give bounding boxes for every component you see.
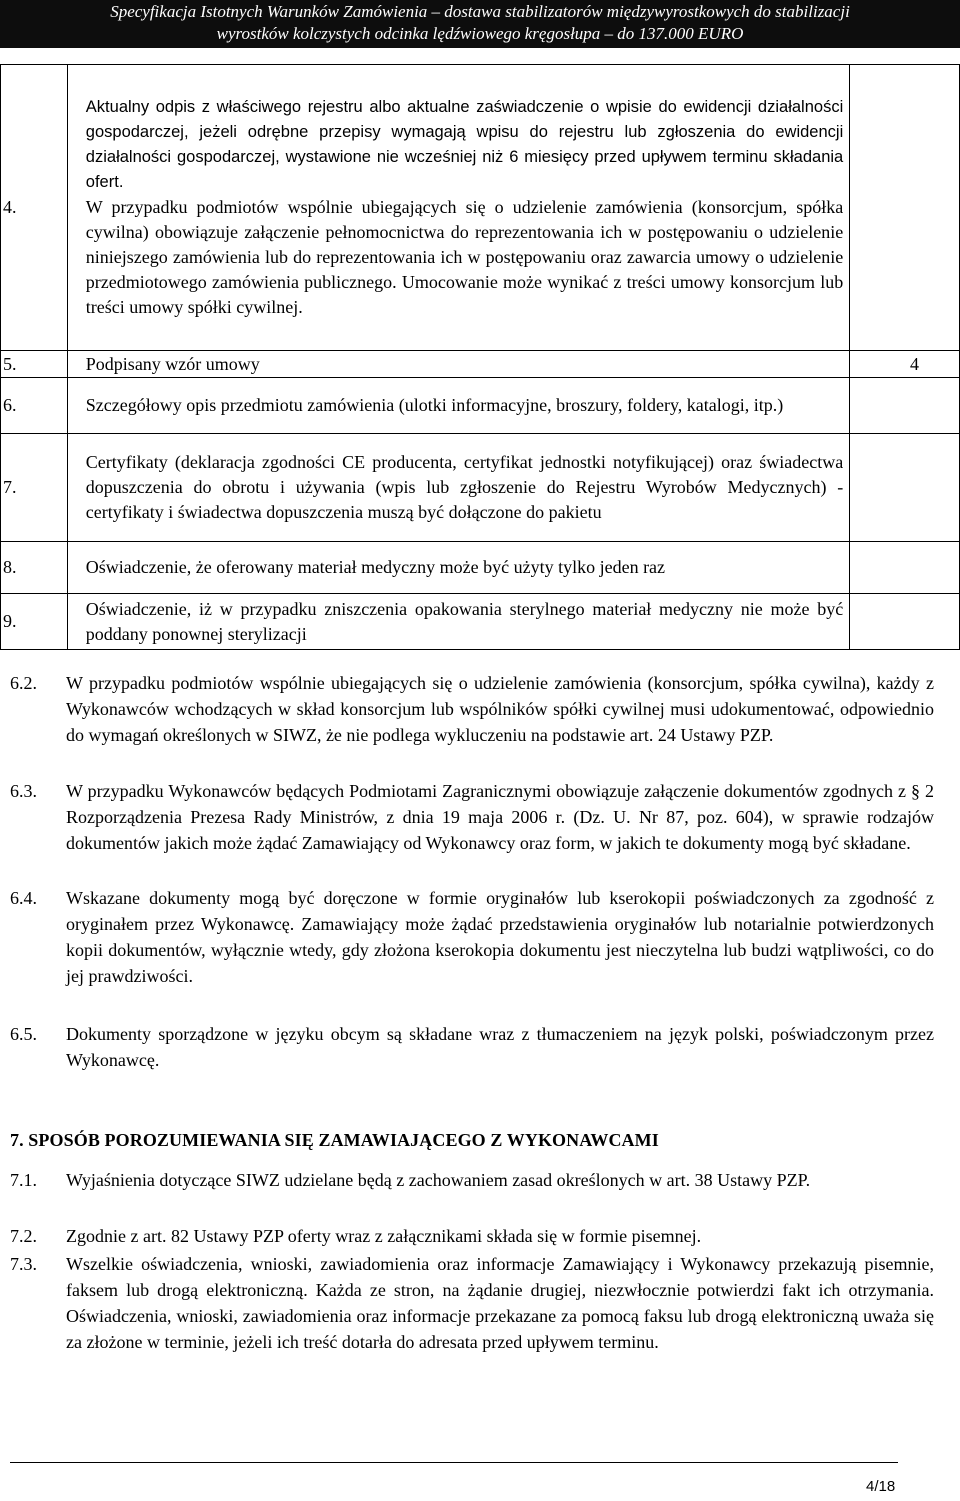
section-6-3 (10, 778, 934, 856)
section-7-2 (10, 1223, 934, 1249)
row-number: 4. (1, 65, 68, 351)
row-quantity (850, 65, 960, 351)
row-description (67, 434, 849, 542)
section-7-heading: 7. SPOSÓB POROZUMIEWANIA SIĘ ZAMAWIAJĄCEGO Z WYKONAWCAMI (10, 1130, 659, 1150)
row-text: Certyfikaty (deklaracja zgodności CE producenta, certyfikat jednostki notyfikującej) oraz świadectwa dopuszczenia do obrotu i używania (wpis lub zgłoszenie do Rejestru Wyrobów Medycznych) - certyfikaty i świadectwa dopuszczenia muszą być dołączone do pakietu (85, 452, 844, 522)
section-7-3 (10, 1251, 934, 1355)
row-text: Podpisany wzór umowy (85, 353, 260, 374)
row-text: Szczegółowy opis przedmiotu zamówienia (ulotki informacyjne, broszury, foldery, katalogi, itp.) (85, 395, 784, 415)
section-text: Dokumenty sporządzone w języku obcym są składane wraz z tłumaczeniem na język polski, poświadczonym przez Wykonawcę. (66, 1024, 934, 1070)
section-7-1 (10, 1167, 934, 1193)
section-number: 7.3. (10, 1254, 37, 1274)
section-number: 6.5. (10, 1024, 37, 1044)
row-quantity: 4 (850, 351, 960, 378)
section-text: Wyjaśnienia dotyczące SIWZ udzielane będą z zachowaniem zasad określonych w art. 38 Ustawy PZP. (66, 1170, 811, 1190)
section-text: W przypadku podmiotów wspólnie ubiegających się o udzielenie zamówienia (konsorcjum, spółka cywilna), każdy z Wykonawców wchodzących w skład konsorcjum lub wspólników spółki cywilnej musi udokumentować, odpowiednio do wymagań określonych w SIWZ, że nie podlega wykluczeniu na podstawie art. 24 Ustawy PZP. (66, 673, 934, 745)
table-row (1, 65, 960, 351)
section-text: Zgodnie z art. 82 Ustawy PZP oferty wraz z załącznikami składa się w formie pisemnej. (66, 1226, 702, 1246)
row-quantity (850, 378, 960, 434)
row-description (67, 65, 849, 351)
row-text: Oświadczenie, iż w przypadku zniszczenia opakowania sterylnego materiał medyczny nie może być poddany ponownej sterylizacji (85, 598, 844, 644)
row-description (67, 351, 849, 378)
section-text: Wszelkie oświadczenia, wnioski, zawiadomienia oraz informacje Zamawiający i Wykonawcy przekazują pisemnie, faksem lub drogą elektroniczną. Każda ze stron, na żądanie drugiej, niezwłocznie potwierdzi fakt ich otrzymania. Oświadczenia, wnioski, zawiadomienia oraz informacje przekazane za pomocą faksu lub drogą elektroniczną uważa się za złożone w terminie, jeżeli ich treść dotarła do adresata przed upływem terminu. (66, 1254, 934, 1352)
row-quantity (850, 542, 960, 594)
row-description (67, 594, 849, 650)
section-number: 6.4. (10, 888, 37, 908)
row-text: Oświadczenie, że oferowany materiał medyczny może być użyty tylko jeden raz (85, 557, 666, 577)
row-description (67, 378, 849, 434)
section-text: Wskazane dokumenty mogą być doręczone w formie oryginałów lub kserokopii poświadczonych za zgodność z oryginałem przez Wykonawcę. Zamawiający może żądać przedstawienia oryginałów lub notarialnie potwierdzonych kopii dokumentów, wyłącznie wtedy, gdy złożona kserokopia dokumentu jest nieczytelna lub budzi wątpliwości, co do jej prawdziwości. (66, 888, 934, 986)
row-number: 7. (1, 434, 68, 542)
row-description (67, 542, 849, 594)
section-number: 7.1. (10, 1170, 37, 1190)
table-row (1, 434, 960, 542)
section-number: 6.2. (10, 673, 37, 693)
footer-divider (10, 1462, 898, 1463)
table-row (1, 594, 960, 650)
table-row (1, 542, 960, 594)
row-number: 5. (1, 351, 68, 378)
row-quantity (850, 594, 960, 650)
row-number: 6. (1, 378, 68, 434)
table-row (1, 351, 960, 378)
table-row (1, 378, 960, 434)
row-quantity (850, 434, 960, 542)
section-number: 7.2. (10, 1226, 37, 1246)
section-number: 6.3. (10, 781, 37, 801)
document-header (0, 0, 960, 48)
header-title-line-1: Specyfikacja Istotnych Warunków Zamówienia – dostawa stabilizatorów międzywyrostkowych do stabilizacji (110, 2, 850, 21)
row-number: 8. (1, 542, 68, 594)
header-title-line-2: wyrostków kolczystych odcinka lędźwiowego kręgosłupa – do 137.000 EURO (216, 24, 744, 43)
section-text: W przypadku Wykonawców będących Podmiotami Zagranicznymi obowiązuje załączenie dokumentów zgodnych z § 2 Rozporządzenia Prezesa Rady Ministrów, z dnia 19 maja 2006 r. (Dz. U. Nr 87, poz. 604), w sprawie rodzajów dokumentów jakich może żądać Zamawiający od Wykonawcy oraz form, w jakich te dokumenty mogą być składane. (66, 781, 934, 853)
row-number: 9. (1, 594, 68, 650)
section-6-5 (10, 1021, 934, 1073)
row-paragraph: W przypadku podmiotów wspólnie ubiegających się o udzielenie zamówienia (konsorcjum, spółka cywilna) obowiązuje załączenie pełnomocnictwa do reprezentowania ich w postępowaniu o udzielenie niniejszego zamówienia lub do reprezentowania ich w postępowaniu oraz zawarcia umowy o udzielenie przedmiotowego zamówienia publicznego. Umocowanie może wynikać z treści umowy konsorcjum lub treści umowy spółki cywilnej. (85, 197, 844, 317)
section-6-2 (10, 670, 934, 748)
requirements-table (0, 64, 960, 650)
section-6-4 (10, 885, 934, 989)
row-paragraph: Aktualny odpis z właściwego rejestru albo aktualne zaświadczenie o wpisie do ewidencji działalności gospodarczej, jeżeli odrębne przepisy wymagają wpisu do rejestru lub zgłoszenia do ewidencji działalności gospodarczej, wystawione nie wcześniej niż 6 miesięcy przed upływem terminu składania ofert. (85, 98, 844, 191)
page-number: 4/18 (866, 1478, 896, 1495)
